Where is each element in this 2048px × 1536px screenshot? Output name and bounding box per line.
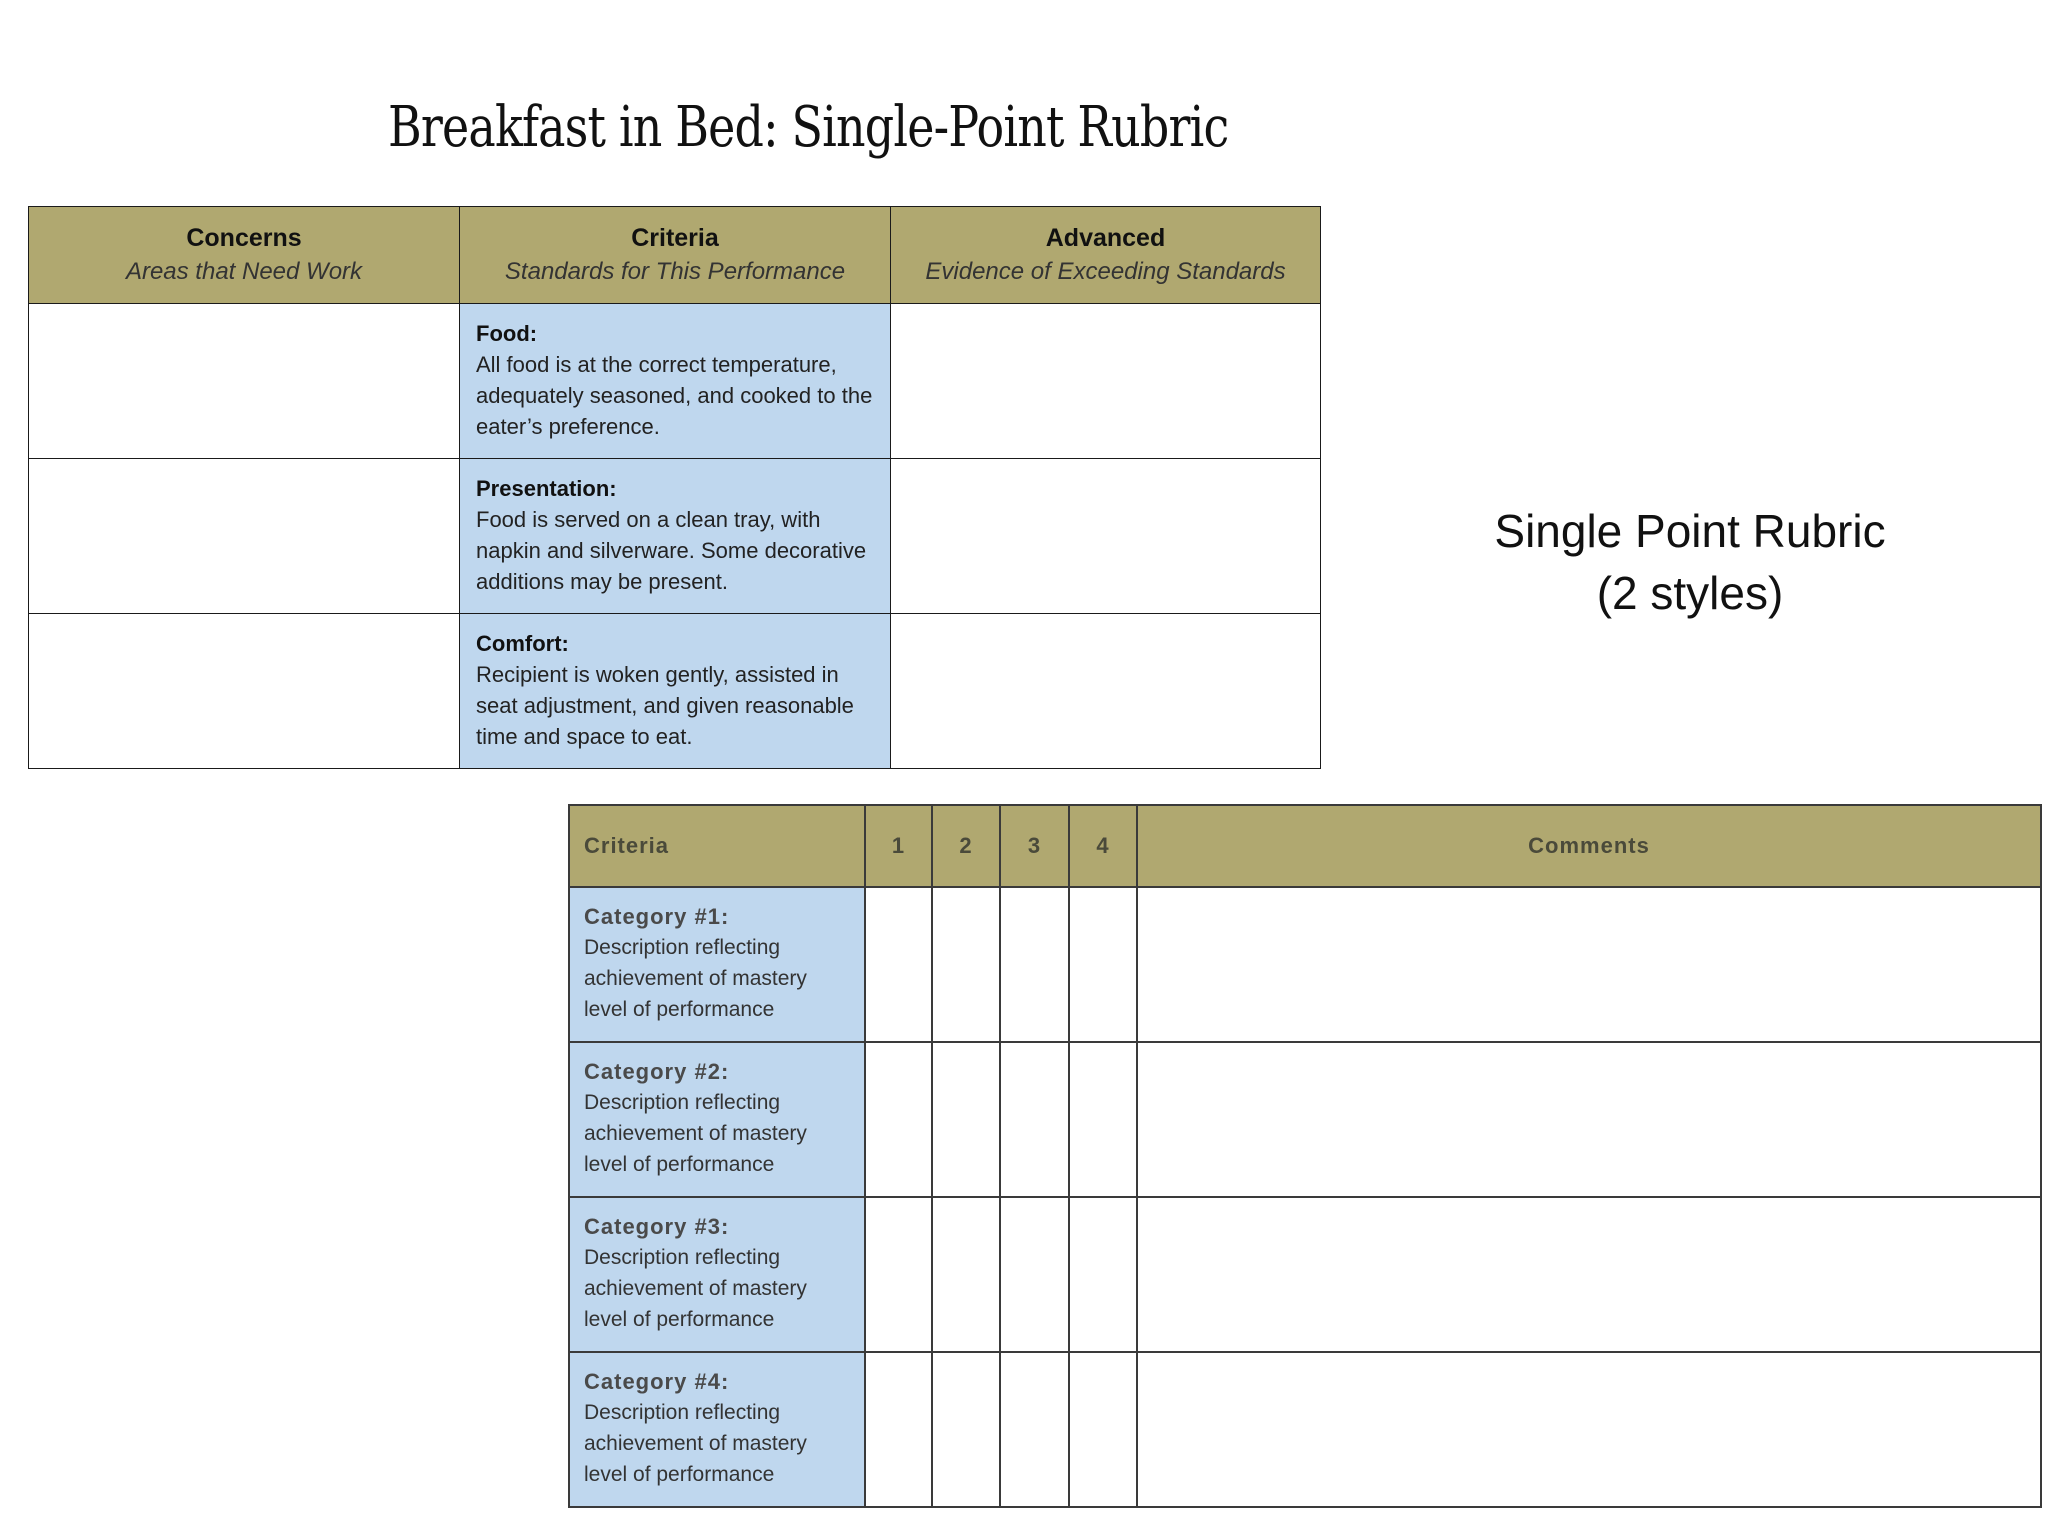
header-concerns (29, 207, 460, 304)
criteria-description: All food is at the correct temperature, adequately seasoned, and cooked to the eater’s preference. (476, 352, 873, 439)
score-cell-1[interactable] (865, 1352, 932, 1507)
header-title: Concerns (186, 224, 302, 252)
criteria-cell (460, 304, 891, 459)
category-description: Description reflecting achievement of mastery level of performance (584, 1401, 807, 1486)
header-score-3: 3 (1000, 805, 1069, 887)
category-cell (569, 1352, 865, 1507)
score-cell-2[interactable] (932, 1042, 1000, 1197)
header-subtitle: Areas that Need Work (125, 258, 363, 285)
score-cell-2[interactable] (932, 1352, 1000, 1507)
criteria-description: Food is served on a clean tray, with napkin and silverware. Some decorative additions may be present. (476, 507, 867, 594)
score-cell-3[interactable] (1000, 1042, 1069, 1197)
header-title: Criteria (631, 224, 719, 252)
category-cell (569, 887, 865, 1042)
header-row (569, 805, 2041, 887)
header-comments: Comments (1137, 805, 2041, 887)
score-cell-2[interactable] (932, 1197, 1000, 1352)
category-description: Description reflecting achievement of mastery level of performance (584, 1246, 807, 1331)
score-cell-4[interactable] (1069, 887, 1137, 1042)
header-score-1: 1 (865, 805, 932, 887)
score-cell-3[interactable] (1000, 1197, 1069, 1352)
header-row (29, 207, 1321, 304)
header-score-4: 4 (1069, 805, 1137, 887)
table-row (29, 614, 1321, 769)
comments-cell[interactable] (1137, 1042, 2041, 1197)
rubric-table-breakfast (28, 206, 1321, 769)
score-cell-1[interactable] (865, 1197, 932, 1352)
advanced-cell[interactable] (891, 304, 1321, 459)
table-row (29, 459, 1321, 614)
criteria-description: Recipient is woken gently, assisted in seat adjustment, and given reasonable time and space to eat. (476, 662, 854, 749)
concerns-cell[interactable] (29, 304, 460, 459)
score-cell-4[interactable] (1069, 1197, 1137, 1352)
table-row (569, 1042, 2041, 1197)
header-subtitle: Standards for This Performance (504, 258, 846, 285)
criteria-name: Comfort: (476, 631, 569, 656)
comments-cell[interactable] (1137, 887, 2041, 1042)
criteria-cell (460, 459, 891, 614)
concerns-cell[interactable] (29, 459, 460, 614)
category-cell (569, 1042, 865, 1197)
concerns-cell[interactable] (29, 614, 460, 769)
header-criteria: Criteria (569, 805, 865, 887)
score-cell-3[interactable] (1000, 1352, 1069, 1507)
category-description: Description reflecting achievement of mastery level of performance (584, 936, 807, 1021)
table-row (569, 1352, 2041, 1507)
table-row (569, 1197, 2041, 1352)
score-cell-1[interactable] (865, 887, 932, 1042)
score-cell-1[interactable] (865, 1042, 932, 1197)
page-title: Breakfast in Bed: Single-Point Rubric (388, 95, 1229, 160)
table-row (569, 887, 2041, 1042)
advanced-cell[interactable] (891, 614, 1321, 769)
score-cell-4[interactable] (1069, 1042, 1137, 1197)
header-score-2: 2 (932, 805, 1000, 887)
category-name: Category #3: (584, 1214, 730, 1239)
category-description: Description reflecting achievement of mastery level of performance (584, 1091, 807, 1176)
criteria-cell (460, 614, 891, 769)
comments-cell[interactable] (1137, 1197, 2041, 1352)
table-row (29, 304, 1321, 459)
criteria-name: Presentation: (476, 476, 617, 501)
category-name: Category #4: (584, 1369, 730, 1394)
header-advanced (891, 207, 1321, 304)
score-cell-2[interactable] (932, 887, 1000, 1042)
header-subtitle: Evidence of Exceeding Standards (925, 258, 1286, 285)
side-label-line1: Single Point Rubric (1494, 505, 1886, 557)
score-cell-3[interactable] (1000, 887, 1069, 1042)
advanced-cell[interactable] (891, 459, 1321, 614)
side-label-line2: (2 styles) (1596, 567, 1784, 619)
side-label (1440, 500, 1940, 624)
category-name: Category #2: (584, 1059, 730, 1084)
score-cell-4[interactable] (1069, 1352, 1137, 1507)
comments-cell[interactable] (1137, 1352, 2041, 1507)
criteria-name: Food: (476, 321, 538, 346)
header-title: Advanced (1045, 224, 1166, 252)
rubric-table-scored (568, 804, 2042, 1508)
category-cell (569, 1197, 865, 1352)
header-criteria (460, 207, 891, 304)
category-name: Category #1: (584, 904, 730, 929)
